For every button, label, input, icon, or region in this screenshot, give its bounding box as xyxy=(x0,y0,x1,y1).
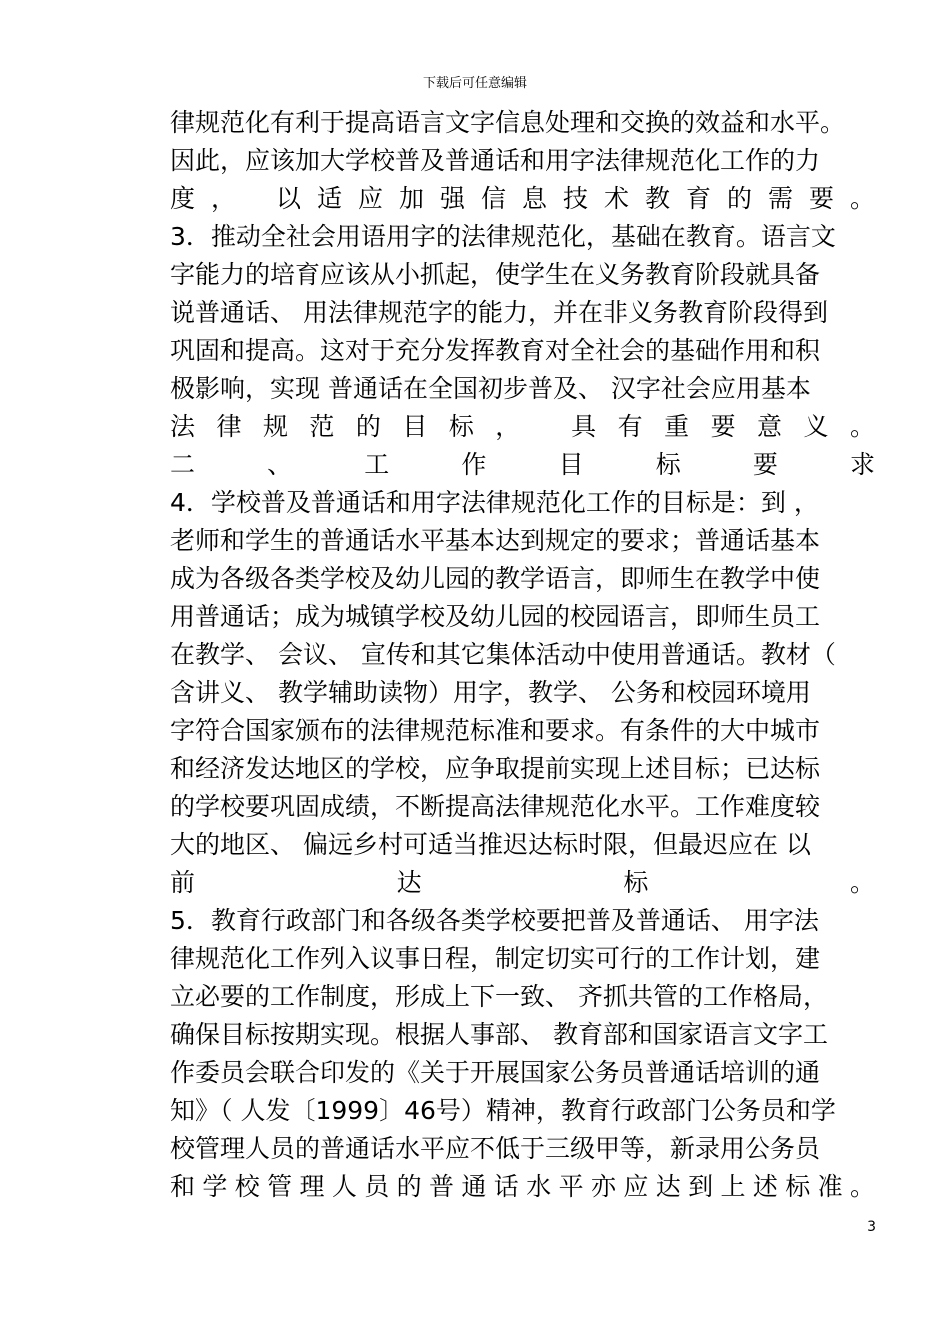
document-body xyxy=(170,104,875,1206)
text-line: 老师和学生的普通话水平基本达到规定的要求；普通话基本 xyxy=(170,526,821,555)
section-heading: 二 、 工 作 目 标 要 求 xyxy=(170,450,875,479)
text-line: 度， 以适应加强信息技术教育的需要。 xyxy=(170,184,875,213)
text-line: 4．学校普及普通话和用字法律规范化工作的目标是：到 ， xyxy=(170,488,819,517)
page-header: 下载后可任意编辑 xyxy=(422,76,527,91)
text-line: 含讲义、 教学辅助读物）用字，教学、 公务和校园环境用 xyxy=(170,678,811,707)
text-line: 3．推动全社会用语用字的法律规范化，基础在教育。语言文 xyxy=(170,222,836,251)
text-line: 法律规范的目标， 具有重要意义。 xyxy=(170,412,875,441)
text-line: 确保目标按期实现。根据人事部、 教育部和国家语言文字工 xyxy=(170,1020,828,1049)
text-line: 大的地区、 偏远乡村可适当推迟达标时限，但最迟应在 以 xyxy=(170,830,811,859)
text-line: 因此，应该加大学校普及普通话和用字法律规范化工作的力 xyxy=(170,146,821,175)
text-line: 律规范化有利于提高语言文字信息处理和交换的效益和水平。 xyxy=(170,108,846,137)
text-line: 立必要的工作制度，形成上下一致、 齐抓共管的工作格局， xyxy=(170,982,828,1011)
text-line: 在教学、 会议、 宣传和其它集体活动中使用普通话。教材（ xyxy=(170,640,836,669)
text-line: 知》（ 人发〔1999〕46号）精神，教育行政部门公务员和学 xyxy=(170,1096,836,1125)
text-line: 极影响，实现 普通话在全国初步普及、 汉字社会应用基本 xyxy=(170,374,811,403)
text-line: 用普通话；成为城镇学校及幼儿园的校园语言，即师生员工 xyxy=(170,602,821,631)
page-number: 3 xyxy=(867,1219,876,1235)
text-line: 字能力的培育应该从小抓起，使学生在义务教育阶段就具备 xyxy=(170,260,821,289)
text-line: 律规范化工作列入议事日程，制定切实可行的工作计划，建 xyxy=(170,944,821,973)
text-line: 5．教育行政部门和各级各类学校要把普及普通话、 用字法 xyxy=(170,906,819,935)
text-line: 说普通话、 用法律规范字的能力，并在非义务教育阶段得到 xyxy=(170,298,828,327)
text-line: 作委员会联合印发的《关于开展国家公务员普通话培训的通 xyxy=(170,1058,821,1087)
text-line: 的学校要巩固成绩，不断提高法律规范化水平。工作难度较 xyxy=(170,792,821,821)
text-line: 前 达 标 。 xyxy=(170,868,875,897)
text-line: 成为各级各类学校及幼儿园的教学语言，即师生在教学中使 xyxy=(170,564,821,593)
text-line: 校管理人员的普通话水平应不低于三级甲等，新录用公务员 xyxy=(170,1134,821,1163)
text-line: 和经济发达地区的学校，应争取提前实现上述目标；已达标 xyxy=(170,754,821,783)
text-line: 字符合国家颁布的法律规范标准和要求。有条件的大中城市 xyxy=(170,716,821,745)
text-line: 和学校管理人员的普通话水平亦应达到上述标准。 xyxy=(170,1172,875,1201)
text-line: 巩固和提高。这对于充分发挥教育对全社会的基础作用和积 xyxy=(170,336,821,365)
